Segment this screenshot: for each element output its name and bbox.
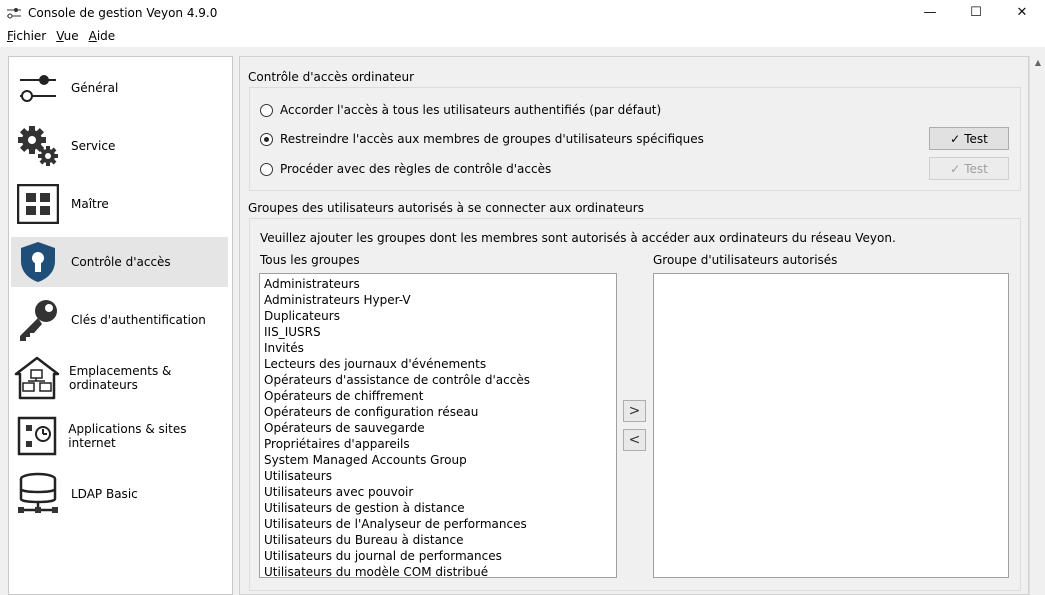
checkmark-icon: ✓ <box>950 161 961 176</box>
access-control-title: Contrôle d'accès ordinateur <box>248 70 415 84</box>
sidebar-item-label: LDAP Basic <box>71 487 138 501</box>
grid-icon <box>14 180 62 228</box>
all-groups-list[interactable] <box>259 273 617 578</box>
vertical-scrollbar[interactable] <box>1029 56 1045 595</box>
sidebar-item-master[interactable] <box>11 179 228 229</box>
gears-icon <box>14 122 62 170</box>
checkmark-icon: ✓ <box>950 131 961 146</box>
sidebar-item-label: Contrôle d'accès <box>71 255 171 269</box>
radio-restrict-groups[interactable] <box>260 132 704 146</box>
sidebar-item-ldap[interactable] <box>11 469 228 519</box>
chevron-right-icon: > <box>628 403 641 419</box>
radio-button[interactable] <box>260 133 273 146</box>
window-controls <box>907 0 1045 25</box>
minimize-button[interactable]: — <box>923 5 937 20</box>
chevron-left-icon: < <box>628 432 641 448</box>
list-item[interactable]: Opérateurs de configuration réseau <box>264 405 479 419</box>
list-item[interactable]: Invités <box>264 341 304 355</box>
list-item[interactable]: Opérateurs de chiffrement <box>264 389 424 403</box>
radio-label: Procéder avec des règles de contrôle d'accès <box>280 162 552 176</box>
radio-button[interactable] <box>260 163 273 176</box>
sidebar-item-auth-keys[interactable] <box>11 295 228 345</box>
test-groups-button[interactable]: ✓ Test <box>929 127 1009 150</box>
list-item[interactable]: Opérateurs de sauvegarde <box>264 421 425 435</box>
menu-aide[interactable]: Aide <box>88 29 116 43</box>
list-item[interactable]: IIS_IUSRS <box>264 325 321 339</box>
list-item[interactable]: Utilisateurs avec pouvoir <box>264 485 414 499</box>
remove-group-button[interactable] <box>623 429 646 451</box>
maximize-button[interactable]: ☐ <box>970 5 982 20</box>
list-item[interactable]: Utilisateurs du modèle COM distribué <box>264 565 489 578</box>
sidebar-item-label: Emplacements & ordinateurs <box>69 364 172 392</box>
database-network-icon <box>14 470 62 518</box>
list-item[interactable]: Utilisateurs du journal de performances <box>264 549 502 563</box>
all-groups-label: Tous les groupes <box>260 253 360 267</box>
groups-section-title: Groupes des utilisateurs autorisés à se connecter aux ordinateurs <box>248 201 644 215</box>
authorized-groups-label: Groupe d'utilisateurs autorisés <box>653 253 838 267</box>
radio-label: Accorder l'accès à tous les utilisateurs authentifiés (par défaut) <box>280 103 662 117</box>
sidebar-item-general[interactable] <box>11 63 228 113</box>
menu-vue[interactable]: Vue <box>56 29 79 43</box>
title-bar <box>0 0 1045 25</box>
radio-label: Restreindre l'accès aux membres de groupes d'utilisateurs spécifiques <box>280 132 704 146</box>
test-rules-button[interactable]: ✓ Test <box>929 157 1009 180</box>
app-sliders-icon <box>6 5 22 21</box>
sidebar-item-label: Service <box>71 139 116 153</box>
sidebar-item-access-control[interactable] <box>11 237 228 287</box>
list-item[interactable]: Opérateurs d'assistance de contrôle d'accès <box>264 373 530 387</box>
list-item[interactable]: Propriétaires d'appareils <box>264 437 410 451</box>
sidebar-item-label: Clés d'authentification <box>71 313 206 327</box>
scroll-up-arrow-icon[interactable]: ▲ <box>1034 58 1042 67</box>
sidebar-item-label: Maître <box>71 197 109 211</box>
window-title: Console de gestion Veyon 4.9.0 <box>28 5 218 20</box>
menu-fichier[interactable]: Fichier <box>7 29 47 43</box>
list-item[interactable]: Utilisateurs <box>264 469 332 483</box>
sidebar-item-locations[interactable] <box>11 353 228 403</box>
list-item[interactable]: Lecteurs des journaux d'événements <box>264 357 487 371</box>
sidebar-item-service[interactable] <box>11 121 228 171</box>
close-button[interactable]: ✕ <box>1016 5 1028 20</box>
list-item[interactable]: System Managed Accounts Group <box>264 453 467 467</box>
radio-grant-all[interactable] <box>260 103 661 117</box>
sidebar-item-label: Général <box>71 81 119 95</box>
list-item[interactable]: Utilisateurs du Bureau à distance <box>264 533 464 547</box>
list-item[interactable]: Utilisateurs de gestion à distance <box>264 501 465 515</box>
groups-hint: Veuillez ajouter les groupes dont les membres sont autorisés à accéder aux ordinateurs du réseau Veyon. <box>260 231 896 245</box>
key-icon <box>14 296 62 344</box>
house-computers-icon <box>14 354 60 402</box>
list-item[interactable]: Utilisateurs de l'Analyseur de performances <box>264 517 527 531</box>
radio-button[interactable] <box>260 104 273 117</box>
shield-lock-icon <box>14 238 62 286</box>
add-group-button[interactable] <box>623 400 646 422</box>
app-window-icon <box>14 412 59 460</box>
list-item[interactable]: Administrateurs Hyper-V <box>264 293 411 307</box>
radio-access-rules[interactable] <box>260 162 551 176</box>
sidebar-item-applications[interactable] <box>11 411 228 461</box>
sidebar-item-label: Applications & sites internet <box>68 422 187 450</box>
sliders-icon <box>14 64 62 112</box>
menu-bar <box>0 25 1045 47</box>
list-item[interactable]: Duplicateurs <box>264 309 340 323</box>
list-item[interactable]: Administrateurs <box>264 277 360 291</box>
authorized-groups-list[interactable] <box>653 273 1009 578</box>
sidebar <box>8 56 233 595</box>
